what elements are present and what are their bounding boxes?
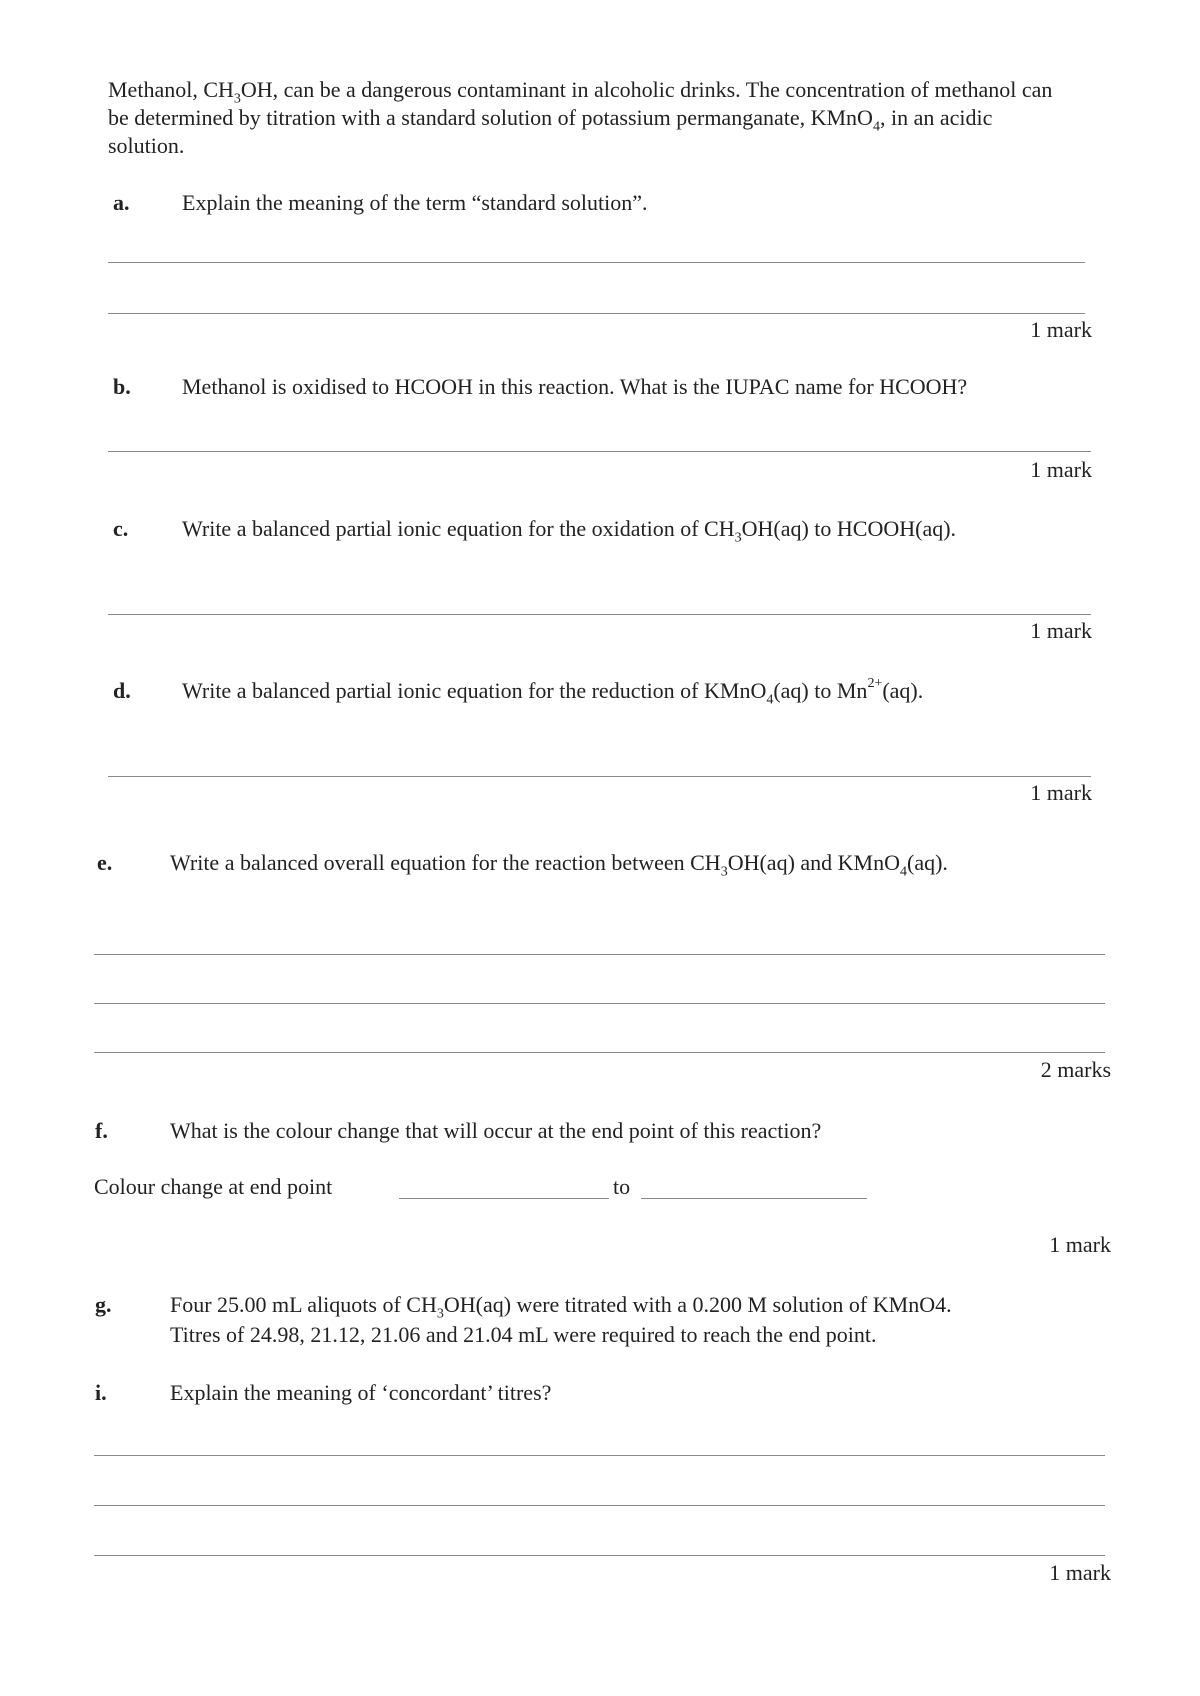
question-i-marks: 1 mark [1049, 1560, 1111, 1585]
question-i-text: Explain the meaning of ‘concordant’ titres? [170, 1380, 552, 1405]
answer-line-a-2[interactable] [108, 313, 1085, 314]
question-e-text-3: (aq). [907, 850, 948, 875]
question-d-marks: 1 mark [1030, 780, 1092, 805]
question-d-subscript-1: 4 [766, 692, 774, 708]
answer-line-c-1[interactable] [108, 614, 1091, 615]
question-b-text: Methanol is oxidised to HCOOH in this reaction. What is the IUPAC name for HCOOH? [182, 374, 968, 399]
question-e-label: e. [97, 850, 113, 875]
question-g-text-line2: Titres of 24.98, 21.12, 21.06 and 21.04 mL were required to reach the end point. [170, 1322, 877, 1347]
intro-subscript-2: 4 [872, 119, 880, 135]
answer-line-b-1[interactable] [108, 451, 1091, 452]
question-d-text-1: Write a balanced partial ionic equation for the reduction of KMnO [182, 678, 767, 703]
answer-line-i-2[interactable] [94, 1505, 1105, 1506]
intro-paragraph [108, 76, 1068, 160]
question-f-marks: 1 mark [1049, 1232, 1111, 1257]
question-g-text-1: Four 25.00 mL aliquots of CH [170, 1292, 437, 1317]
question-e-subscript-1: 3 [720, 864, 728, 880]
question-g-text-2: OH(aq) were titrated with a 0.200 M solution of KMnO4. [443, 1292, 952, 1317]
intro-text-1: Methanol, CH [108, 77, 234, 102]
colour-change-label: Colour change at end point [94, 1174, 333, 1199]
question-c-text-2: OH(aq) to HCOOH(aq). [741, 516, 957, 541]
question-e-marks: 2 marks [1040, 1057, 1111, 1082]
question-e-text-2: OH(aq) and KMnO [727, 850, 900, 875]
question-c-marks: 1 mark [1030, 618, 1092, 643]
question-a-text: Explain the meaning of the term “standard solution”. [182, 190, 648, 215]
question-e-text-1: Write a balanced overall equation for the reaction between CH [170, 850, 721, 875]
answer-line-e-2[interactable] [94, 1003, 1105, 1004]
question-c-label: c. [113, 516, 129, 541]
question-b-marks: 1 mark [1030, 457, 1092, 482]
question-c-text-1: Write a balanced partial ionic equation for the oxidation of CH [182, 516, 735, 541]
question-i-label: i. [95, 1380, 107, 1405]
question-d-label: d. [113, 678, 131, 703]
question-g-label: g. [95, 1292, 112, 1317]
answer-line-a-1[interactable] [108, 262, 1085, 263]
answer-line-d-1[interactable] [108, 776, 1091, 777]
question-d-text-3: (aq). [882, 678, 924, 703]
question-c-text [182, 514, 957, 546]
answer-line-i-3[interactable] [94, 1555, 1105, 1556]
question-g-text-line1 [170, 1290, 952, 1322]
colour-to-blank[interactable] [641, 1198, 867, 1199]
question-f-label: f. [95, 1118, 108, 1143]
question-e-text [170, 848, 948, 880]
answer-line-e-1[interactable] [94, 954, 1105, 955]
question-f-text: What is the colour change that will occur at the end point of this reaction? [170, 1118, 822, 1143]
answer-line-i-1[interactable] [94, 1455, 1105, 1456]
question-d-text [182, 675, 924, 708]
question-a-marks: 1 mark [1030, 317, 1092, 342]
colour-from-blank[interactable] [399, 1198, 609, 1199]
answer-line-e-3[interactable] [94, 1052, 1105, 1053]
question-e-subscript-2: 4 [900, 864, 907, 880]
question-b-label: b. [113, 374, 131, 399]
question-g-subscript-1: 3 [436, 1306, 444, 1322]
question-d-text-2: (aq) to Mn [773, 678, 868, 703]
question-d-superscript-1: 2+ [867, 675, 883, 691]
colour-to-word: to [613, 1174, 631, 1199]
intro-text-2: OH, can be a dangerous contaminant in alcoholic drinks. The concentration of methanol can be determined by titration with a standard solution of potassium permanganate, KMnO [108, 77, 1053, 130]
question-c-subscript-1: 3 [734, 530, 742, 546]
question-a-label: a. [113, 190, 130, 215]
intro-text-3: , in an acidic solution. [108, 105, 993, 158]
intro-subscript-1: 3 [233, 91, 241, 107]
